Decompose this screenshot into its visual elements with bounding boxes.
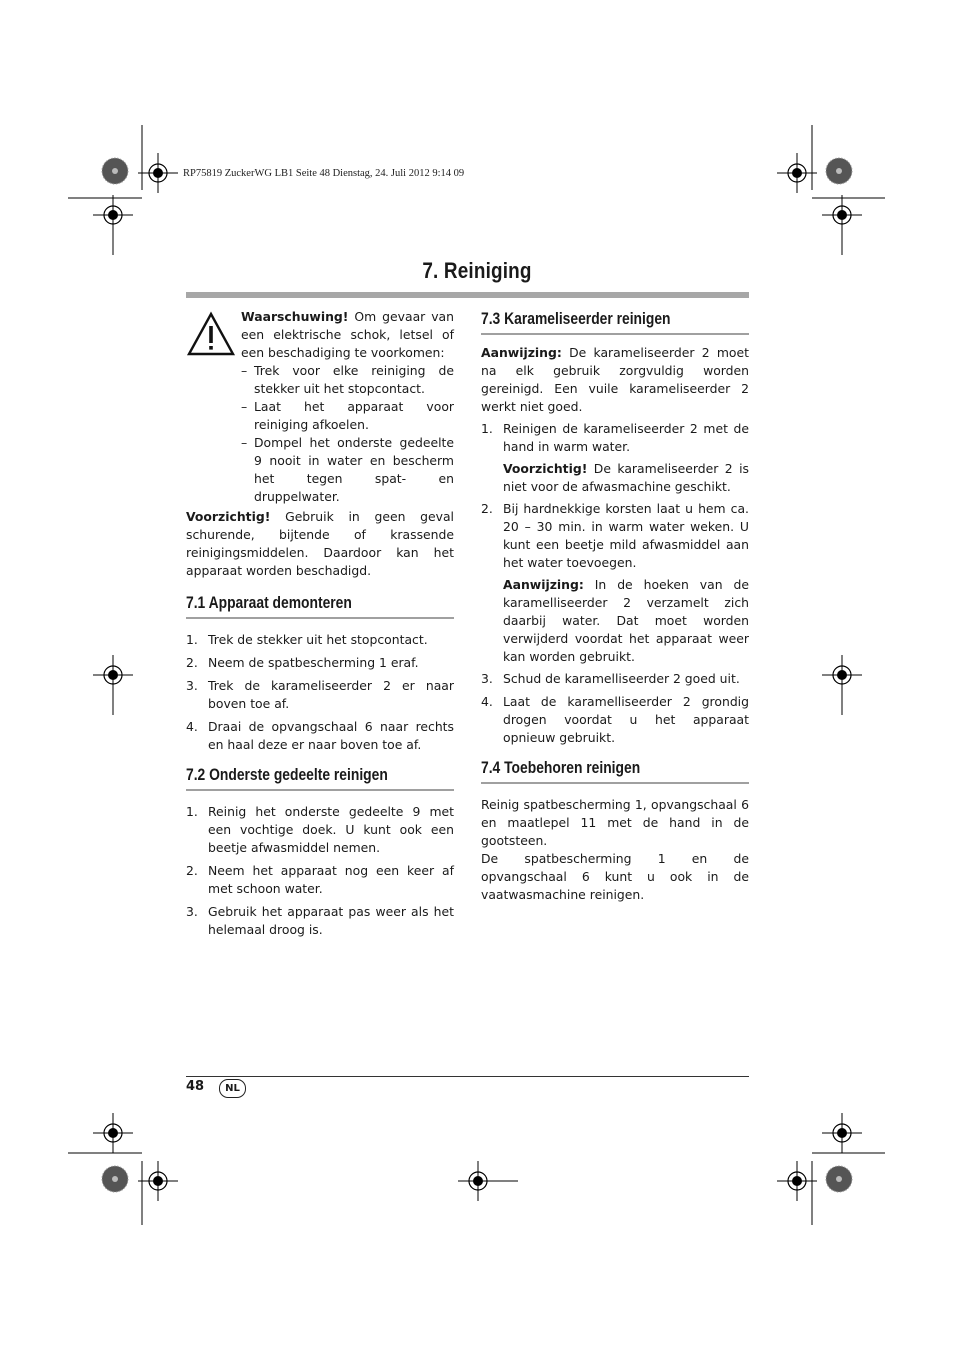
registration-mark-icon: [93, 195, 133, 235]
registration-mark-icon: [822, 655, 862, 695]
warning-block: [186, 308, 454, 506]
registration-mark-icon: [822, 195, 862, 235]
section-7-4-para-2: De spatbescherming 1 en de opvangschaal 6 kunt u ook in de vaatwasmachine reinigen.: [481, 851, 749, 902]
section-heading-7-1: 7.1 Apparaat demonteren: [186, 594, 352, 612]
warning-triangle-icon: [186, 311, 236, 357]
list-item: 2. Neem het apparaat nog een keer af met schoon water.: [186, 863, 454, 896]
list-item: 3. Schud de karamelliseerder 2 goed uit.: [481, 671, 740, 686]
page-title: 7. Reiniging: [422, 258, 532, 283]
registration-mark-icon: [458, 1161, 498, 1201]
color-calibration-disc-icon: [101, 1165, 129, 1193]
title-divider: [186, 292, 749, 298]
color-calibration-disc-icon: [825, 157, 853, 185]
registration-mark-icon: [138, 153, 178, 193]
section-heading-7-3: 7.3 Karameliseerder reinigen: [481, 310, 671, 328]
section-7-4-para-1: Reinig spatbescherming 1, opvangschaal 6 en maatlepel 11 met de hand in de gootsteen.: [481, 797, 749, 848]
footer-rule: [186, 1076, 749, 1077]
registration-mark-icon: [777, 153, 817, 193]
warning-text: Waarschuwing! Om gevaar van een elektrische schok, letsel of een beschadiging te voorkomen:: [241, 309, 454, 360]
registration-mark-icon: [777, 1161, 817, 1201]
list-item: 4. Laat de karamelliseerder 2 grondig drogen voordat u het apparaat opnieuw gebruikt.: [481, 694, 749, 745]
caution-label: Voorzichtig!: [186, 509, 271, 524]
warning-label: Waarschuwing!: [241, 309, 349, 324]
list-item: 3. Gebruik het apparaat pas weer als het helemaal droog is.: [186, 904, 454, 937]
warning-list: [241, 362, 454, 506]
registration-mark-icon: [138, 1161, 178, 1201]
list-item: – Laat het apparaat voor reiniging afkoelen.: [241, 399, 454, 432]
list-item-note: Voorzichtig! De karameliseerder 2 is niet voor de afwasmachine geschikt.: [503, 461, 749, 494]
list-item: 2. Neem de spatbescherming 1 eraf.: [186, 655, 419, 670]
list-item: 1. Reinig het onderste gedeelte 9 met een vochtige doek. U kunt ook een beetje afwasmiddel nemen.: [186, 804, 454, 855]
list-item-note: Aanwijzing: In de hoeken van de karamelliseerder 2 verzamelt zich daarbij water. Dat moet worden verwijderd voordat het apparaat weer kan worden gebruikt.: [503, 577, 749, 664]
section-7-3-intro: Aanwijzing: De karameliseerder 2 moet na elk gebruik zorgvuldig worden gereinigd. Een vuile karameliseerder 2 werkt niet goed.: [481, 345, 749, 414]
list-item: 3. Trek de karameliseerder 2 er naar boven toe af.: [186, 678, 454, 711]
steps-7-1: [186, 631, 454, 754]
list-item: 4. Draai de opvangschaal 6 naar rechts en haal deze er naar boven toe af.: [186, 719, 454, 752]
list-item: 2. Bij hardnekkige korsten laat u hem ca. 20 – 30 min. in warm water weken. U kunt een beetje mild afwasmiddel aan het water toevoegen.: [481, 501, 749, 570]
print-header: RP75819 ZuckerWG LB1 Seite 48 Dienstag, 24. Juli 2012 9:14 09: [183, 168, 465, 179]
steps-7-3: [481, 420, 749, 747]
registration-mark-icon: [93, 1113, 133, 1153]
section-heading-7-4: 7.4 Toebehoren reinigen: [481, 759, 641, 777]
caution-text: Voorzichtig! Gebruik in geen geval schurende, bijtende of krassende reinigingsmiddelen. Daardoor kan het apparaat worden beschadigd.: [186, 509, 454, 578]
list-item: – Dompel het onderste gedeelte 9 nooit in water en bescherm het tegen spat- en druppelwater.: [241, 435, 454, 504]
registration-mark-icon: [93, 655, 133, 695]
color-calibration-disc-icon: [825, 1165, 853, 1193]
registration-mark-icon: [822, 1113, 862, 1153]
language-badge: NL: [219, 1079, 246, 1098]
page-number: 48: [186, 1079, 205, 1094]
list-item: – Trek voor elke reiniging de stekker uit het stopcontact.: [241, 363, 454, 396]
right-column: [481, 310, 749, 904]
list-item: 1. Reinigen de karameliseerder 2 met de hand in warm water.: [481, 421, 749, 454]
steps-7-2: [186, 803, 454, 939]
list-item: 1. Trek de stekker uit het stopcontact.: [186, 632, 428, 647]
section-heading-7-2: 7.2 Onderste gedeelte reinigen: [186, 766, 388, 784]
left-column: [186, 308, 454, 939]
color-calibration-disc-icon: [101, 157, 129, 185]
